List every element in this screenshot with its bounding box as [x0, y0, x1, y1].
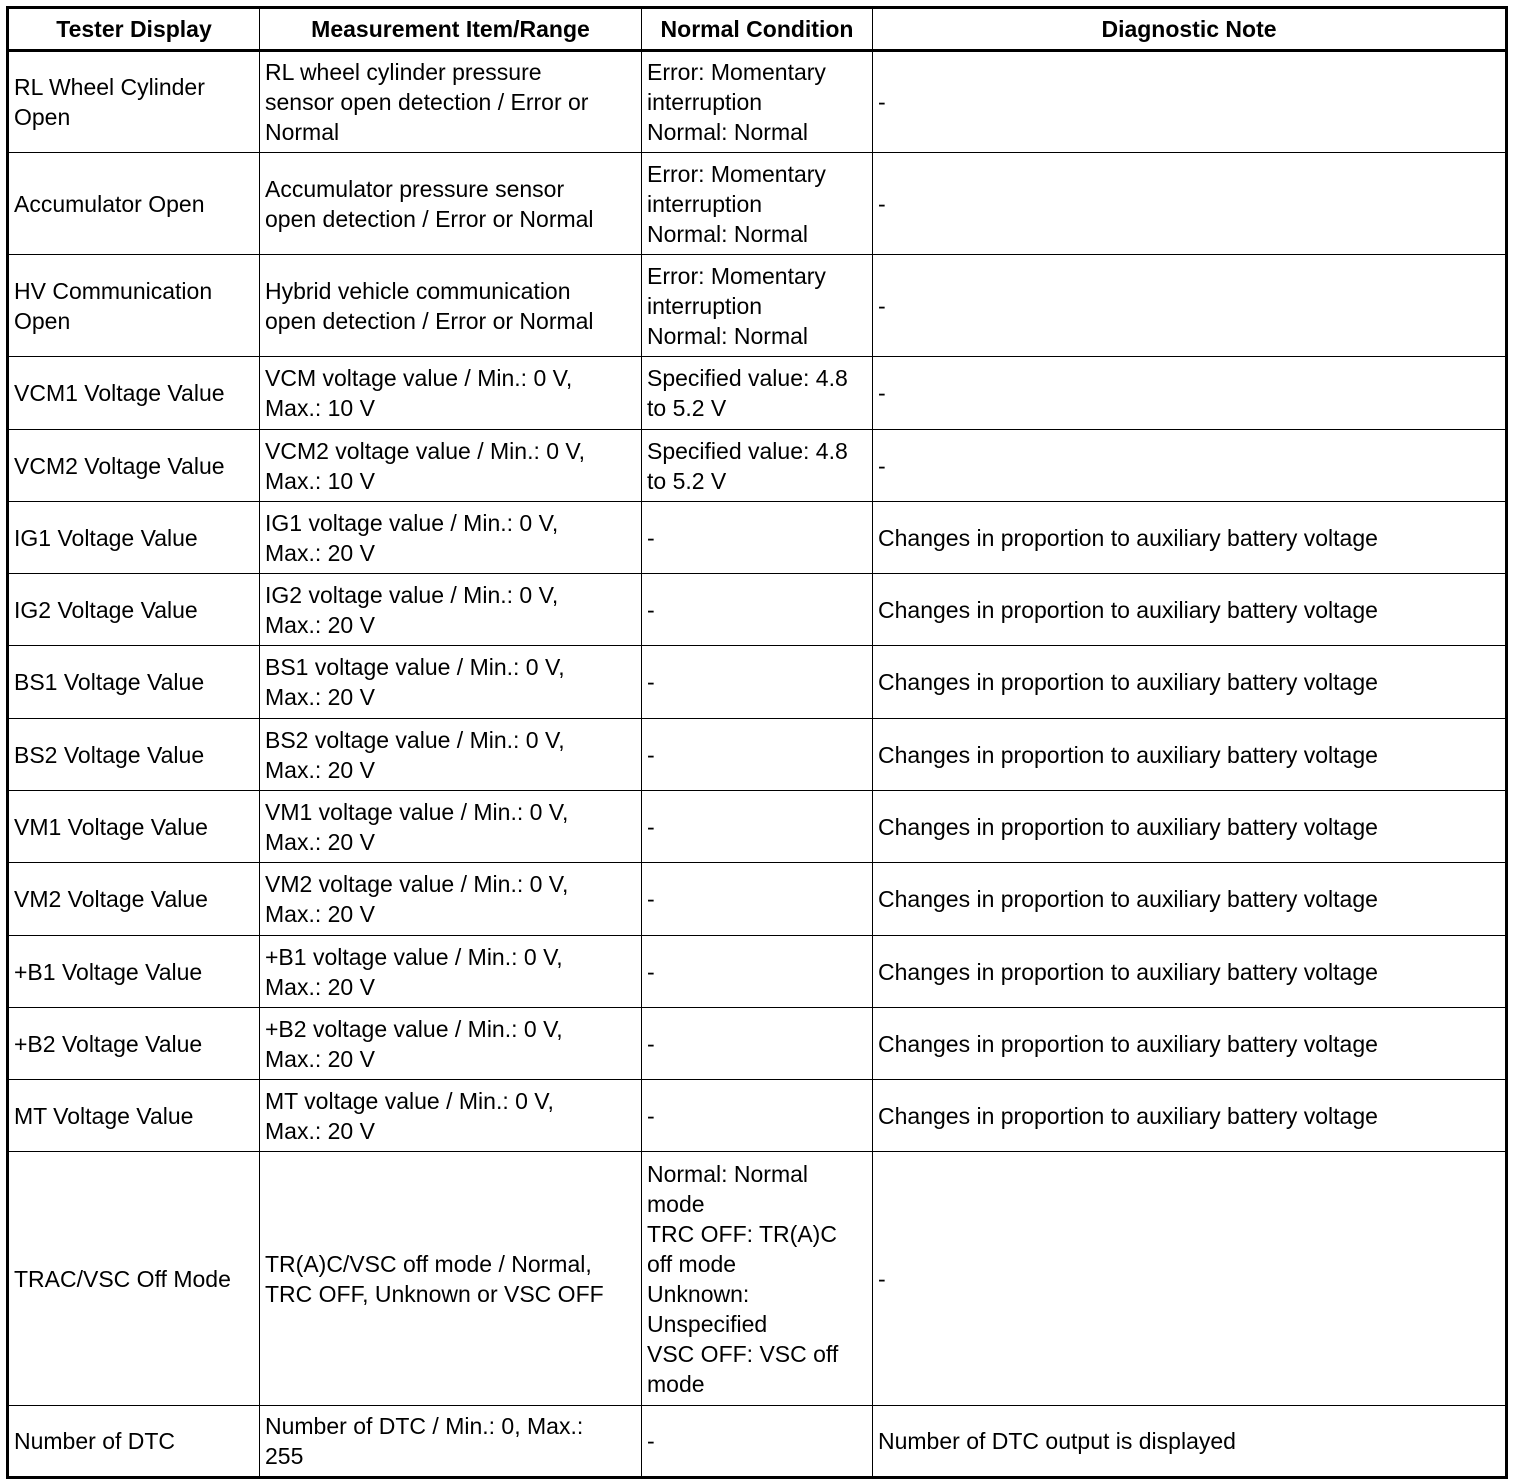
table-row	[8, 936, 1507, 1008]
cell-text-line: VCM1 Voltage Value	[14, 380, 225, 406]
normal-condition-cell	[642, 502, 873, 574]
cell-text-line: Open	[14, 104, 71, 130]
tester-display-cell	[8, 791, 260, 863]
cell-text-line: VSC OFF: VSC off	[647, 1340, 839, 1367]
header-normal-condition: Normal Condition	[642, 8, 873, 51]
cell-text-line: +B2 voltage value / Min.: 0 V,	[265, 1015, 563, 1042]
cell-text-line: to 5.2 V	[647, 395, 727, 421]
cell-text-line: Changes in proportion to auxiliary battery voltage	[878, 958, 1378, 985]
measurement-cell	[260, 936, 642, 1008]
cell-text-line: IG1 Voltage Value	[14, 524, 198, 551]
cell-text-line: Specified value: 4.8	[647, 437, 848, 464]
cell-text-line: Normal: Normal	[647, 322, 809, 349]
cell-text-line: Error: Momentary	[647, 59, 826, 85]
diagnostic-note-cell	[873, 1406, 1507, 1478]
table-row	[8, 791, 1507, 863]
cell-text-line: -	[878, 1265, 886, 1292]
cell-text-line: -	[647, 886, 655, 912]
tester-display-cell	[8, 1080, 260, 1152]
normal-condition-cell	[642, 1080, 873, 1152]
cell-text-line: Max.: 20 V	[265, 973, 375, 1000]
table-row	[8, 863, 1507, 936]
diagnostic-note-cell	[873, 1080, 1507, 1152]
cell-text-line: +B2 Voltage Value	[14, 1030, 203, 1057]
cell-text-line: Number of DTC output is displayed	[878, 1428, 1236, 1454]
cell-text-line: Normal: Normal	[647, 119, 809, 145]
table-row	[8, 1406, 1507, 1478]
normal-condition-cell	[642, 1406, 873, 1478]
cell-text-line: VM1 Voltage Value	[14, 813, 208, 840]
diagnostic-note-cell	[873, 1008, 1507, 1080]
measurement-cell	[260, 357, 642, 430]
cell-text-line: Number of DTC	[14, 1428, 176, 1454]
cell-text-line: Accumulator Open	[14, 190, 205, 217]
cell-text-line: BS1 Voltage Value	[14, 669, 205, 695]
normal-condition-cell	[642, 646, 873, 719]
cell-text-line: -	[647, 1102, 655, 1129]
diagnostic-note-cell	[873, 646, 1507, 719]
cell-text-line: -	[647, 813, 655, 840]
diagnostic-note-cell	[873, 153, 1507, 255]
data-list-table	[6, 6, 1508, 1479]
normal-condition-cell	[642, 51, 873, 153]
cell-text-line: VCM2 Voltage Value	[14, 452, 225, 479]
cell-text-line: Accumulator pressure sensor	[265, 175, 565, 202]
cell-text-line: VM2 Voltage Value	[14, 886, 208, 912]
normal-condition-cell	[642, 255, 873, 357]
cell-text-line: +B1 Voltage Value	[14, 958, 203, 985]
cell-text-line: Changes in proportion to auxiliary battery voltage	[878, 1030, 1378, 1057]
cell-text-line: BS1 voltage value / Min.: 0 V,	[265, 654, 565, 680]
cell-text-line: -	[647, 1030, 655, 1057]
measurement-cell	[260, 646, 642, 719]
cell-text-line: Normal: Normal	[647, 220, 809, 247]
cell-text-line: Max.: 20 V	[265, 901, 375, 927]
diagnostic-note-cell	[873, 863, 1507, 936]
table-row	[8, 255, 1507, 357]
cell-text-line: BS2 voltage value / Min.: 0 V,	[265, 726, 565, 753]
cell-text-line: open detection / Error or Normal	[265, 307, 594, 334]
table-row	[8, 1008, 1507, 1080]
cell-text-line: -	[878, 89, 886, 115]
tester-display-cell	[8, 1406, 260, 1478]
measurement-cell	[260, 51, 642, 153]
measurement-cell	[260, 1080, 642, 1152]
cell-text-line: IG2 voltage value / Min.: 0 V,	[265, 581, 559, 608]
cell-text-line: -	[647, 1428, 655, 1454]
diagnostic-note-cell	[873, 936, 1507, 1008]
cell-text-line: Changes in proportion to auxiliary battery voltage	[878, 886, 1378, 912]
cell-text-line: sensor open detection / Error or	[265, 89, 589, 115]
tester-display-cell	[8, 1008, 260, 1080]
cell-text-line: Error: Momentary	[647, 262, 826, 289]
normal-condition-cell	[642, 1008, 873, 1080]
cell-text-line: Error: Momentary	[647, 160, 826, 187]
normal-condition-cell	[642, 1152, 873, 1406]
tester-display-cell	[8, 430, 260, 502]
cell-text-line: VM2 voltage value / Min.: 0 V,	[265, 871, 569, 897]
tester-display-cell	[8, 574, 260, 646]
cell-text-line: Unspecified	[647, 1310, 768, 1337]
measurement-cell	[260, 574, 642, 646]
cell-text-line: 255	[265, 1443, 304, 1469]
table-row	[8, 646, 1507, 719]
tester-display-cell	[8, 502, 260, 574]
cell-text-line: HV Communication	[14, 277, 213, 304]
cell-text-line: Changes in proportion to auxiliary battery voltage	[878, 524, 1378, 551]
table-body	[8, 51, 1507, 1478]
diagnostic-note-cell	[873, 574, 1507, 646]
normal-condition-cell	[642, 863, 873, 936]
cell-text-line: RL wheel cylinder pressure	[265, 59, 542, 85]
cell-text-line: to 5.2 V	[647, 467, 727, 494]
tester-display-cell	[8, 1152, 260, 1406]
cell-text-line: Number of DTC / Min.: 0, Max.:	[265, 1413, 584, 1439]
cell-text-line: TRC OFF, Unknown or VSC OFF	[265, 1280, 604, 1307]
cell-text-line: +B1 voltage value / Min.: 0 V,	[265, 943, 563, 970]
cell-text-line: -	[878, 452, 886, 479]
normal-condition-cell	[642, 936, 873, 1008]
cell-text-line: Max.: 20 V	[265, 539, 375, 566]
diagnostic-note-cell	[873, 357, 1507, 430]
table-row	[8, 719, 1507, 791]
measurement-cell	[260, 863, 642, 936]
table-row	[8, 357, 1507, 430]
cell-text-line: off mode	[647, 1250, 737, 1277]
diagnostic-note-cell	[873, 719, 1507, 791]
table-row	[8, 502, 1507, 574]
cell-text-line: Changes in proportion to auxiliary battery voltage	[878, 596, 1378, 623]
measurement-cell	[260, 502, 642, 574]
cell-text-line: Max.: 20 V	[265, 611, 375, 638]
cell-text-line: BS2 Voltage Value	[14, 741, 205, 768]
diagnostic-note-cell	[873, 255, 1507, 357]
normal-condition-cell	[642, 357, 873, 430]
cell-text-line: TR(A)C/VSC off mode / Normal,	[265, 1250, 592, 1277]
cell-text-line: Specified value: 4.8	[647, 365, 848, 391]
measurement-cell	[260, 430, 642, 502]
cell-text-line: Max.: 20 V	[265, 828, 375, 855]
cell-text-line: interruption	[647, 292, 763, 319]
cell-text-line: Max.: 20 V	[265, 1045, 375, 1072]
cell-text-line: Max.: 10 V	[265, 467, 375, 494]
cell-text-line: Max.: 20 V	[265, 756, 375, 783]
diagnostic-note-cell	[873, 1152, 1507, 1406]
measurement-cell	[260, 153, 642, 255]
table-row	[8, 1152, 1507, 1406]
table-row	[8, 430, 1507, 502]
header-measurement-item: Measurement Item/Range	[260, 8, 642, 51]
cell-text-line: -	[647, 669, 655, 695]
cell-text-line: MT Voltage Value	[14, 1102, 194, 1129]
cell-text-line: mode	[647, 1190, 705, 1217]
normal-condition-cell	[642, 719, 873, 791]
table-row	[8, 574, 1507, 646]
cell-text-line: Normal: Normal	[647, 1160, 809, 1187]
cell-text-line: Max.: 20 V	[265, 1117, 375, 1144]
cell-text-line: Changes in proportion to auxiliary battery voltage	[878, 813, 1378, 840]
diagnostic-note-cell	[873, 791, 1507, 863]
cell-text-line: MT voltage value / Min.: 0 V,	[265, 1087, 554, 1114]
cell-text-line: interruption	[647, 190, 763, 217]
cell-text-line: Changes in proportion to auxiliary battery voltage	[878, 741, 1378, 768]
tester-display-cell	[8, 255, 260, 357]
cell-text-line: Max.: 10 V	[265, 395, 375, 421]
measurement-cell	[260, 791, 642, 863]
cell-text-line: Open	[14, 307, 71, 334]
diagnostic-note-cell	[873, 430, 1507, 502]
measurement-cell	[260, 719, 642, 791]
cell-text-line: interruption	[647, 89, 763, 115]
cell-text-line: VM1 voltage value / Min.: 0 V,	[265, 798, 569, 825]
cell-text-line: -	[647, 596, 655, 623]
cell-text-line: Unknown:	[647, 1280, 750, 1307]
cell-text-line: VCM voltage value / Min.: 0 V,	[265, 365, 573, 391]
cell-text-line: -	[878, 292, 886, 319]
measurement-cell	[260, 1152, 642, 1406]
diagnostic-note-cell	[873, 51, 1507, 153]
diagnostic-note-cell	[873, 502, 1507, 574]
table-row	[8, 1080, 1507, 1152]
header-row	[8, 8, 1507, 51]
normal-condition-cell	[642, 430, 873, 502]
cell-text-line: IG1 voltage value / Min.: 0 V,	[265, 509, 559, 536]
normal-condition-cell	[642, 153, 873, 255]
tester-display-cell	[8, 863, 260, 936]
cell-text-line: mode	[647, 1370, 705, 1397]
header-tester-display: Tester Display	[8, 8, 260, 51]
cell-text-line: Changes in proportion to auxiliary battery voltage	[878, 1102, 1378, 1129]
cell-text-line: IG2 Voltage Value	[14, 596, 198, 623]
tester-display-cell	[8, 719, 260, 791]
normal-condition-cell	[642, 574, 873, 646]
tester-display-cell	[8, 357, 260, 430]
cell-text-line: -	[647, 524, 655, 551]
table-row	[8, 51, 1507, 153]
normal-condition-cell	[642, 791, 873, 863]
page	[6, 6, 1508, 1479]
header-diagnostic-note: Diagnostic Note	[873, 8, 1507, 51]
cell-text-line: Max.: 20 V	[265, 684, 375, 710]
cell-text-line: -	[647, 741, 655, 768]
measurement-cell	[260, 1008, 642, 1080]
tester-display-cell	[8, 153, 260, 255]
cell-text-line: RL Wheel Cylinder	[14, 74, 205, 100]
cell-text-line: -	[878, 380, 886, 406]
tester-display-cell	[8, 936, 260, 1008]
cell-text-line: TRAC/VSC Off Mode	[14, 1265, 231, 1292]
cell-text-line: -	[647, 958, 655, 985]
table-row	[8, 153, 1507, 255]
cell-text-line: VCM2 voltage value / Min.: 0 V,	[265, 437, 586, 464]
cell-text-line: Normal	[265, 119, 340, 145]
measurement-cell	[260, 255, 642, 357]
cell-text-line: Changes in proportion to auxiliary battery voltage	[878, 669, 1378, 695]
cell-text-line: -	[878, 190, 886, 217]
cell-text-line: TRC OFF: TR(A)C	[647, 1220, 837, 1247]
measurement-cell	[260, 1406, 642, 1478]
cell-text-line: open detection / Error or Normal	[265, 205, 594, 232]
tester-display-cell	[8, 646, 260, 719]
tester-display-cell	[8, 51, 260, 153]
cell-text-line: Hybrid vehicle communication	[265, 277, 571, 304]
